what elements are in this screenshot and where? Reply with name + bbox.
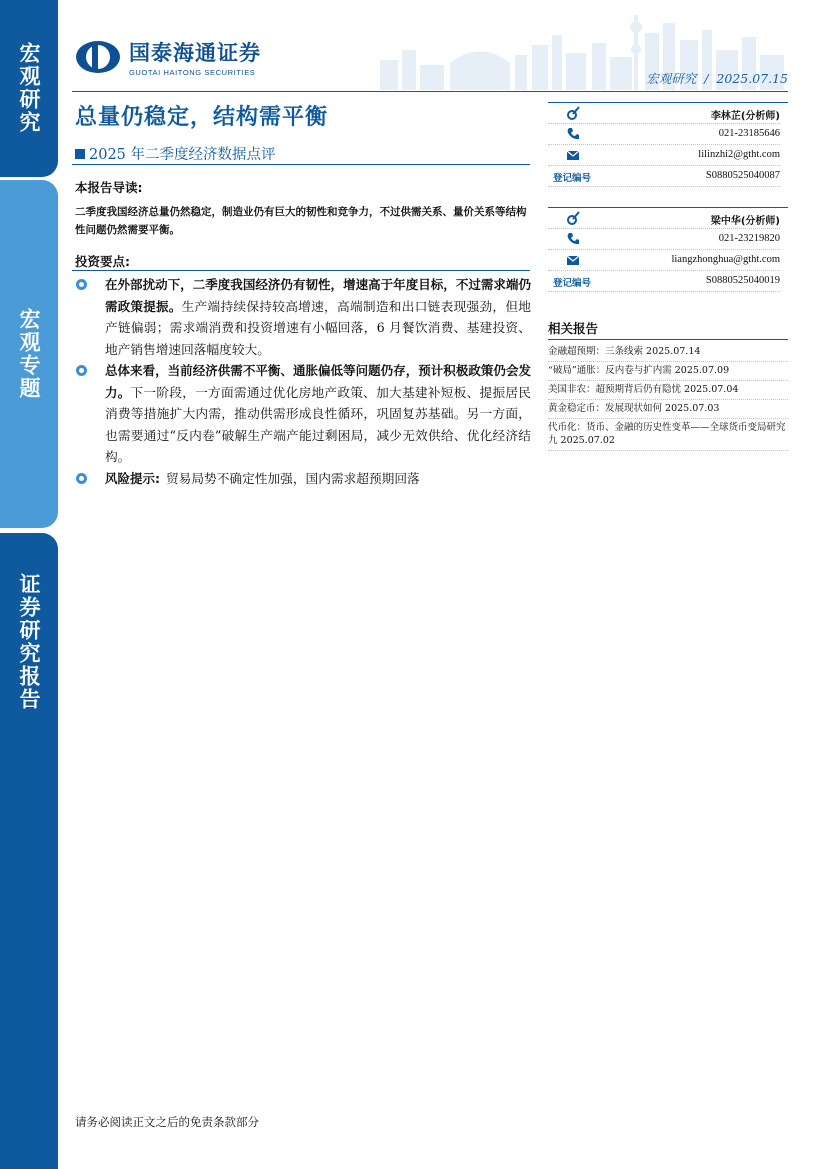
logo-mark-icon bbox=[75, 40, 121, 74]
person-pen-icon bbox=[566, 106, 580, 120]
logo-chinese-name: 国泰海通证券 bbox=[129, 41, 261, 65]
analyst-registration-row bbox=[548, 166, 780, 187]
analyst-email[interactable]: liangzhonghua@gtht.com bbox=[671, 254, 780, 265]
guide-text: 二季度我国经济总量仍然稳定，制造业仍有巨大的韧性和竞争力，不过供需关系、量价关系等结构性问题仍然需要平衡。 bbox=[75, 206, 527, 236]
point-body: 生产端持续保持较高增速，高端制造和出口链表现强劲，但地产链偏弱；需求端消费和投资增速有小幅回落，6 月餐饮消费、基建投资、地产销售增速回落幅度较大。 bbox=[105, 298, 531, 357]
related-report-link[interactable]: 美国非农：超预期背后仍有隐忧 2025.07.04 bbox=[548, 381, 788, 400]
disclaimer-footer: 请务必阅读正文之后的免责条款部分 bbox=[75, 1115, 259, 1129]
report-category: 宏观研究 bbox=[646, 71, 697, 86]
related-reports-divider bbox=[548, 339, 788, 340]
point-body: 贸易局势不确定性加强，国内需求超预期回落 bbox=[166, 470, 420, 486]
related-report-link[interactable]: 黄金稳定币：发展现状如何 2025.07.03 bbox=[548, 400, 788, 419]
points-divider bbox=[72, 270, 530, 271]
header-divider bbox=[72, 91, 788, 92]
circle-bullet-icon bbox=[76, 365, 87, 376]
guide-heading: 本报告导读: bbox=[75, 180, 143, 195]
registration-label: 登记编号 bbox=[553, 278, 592, 289]
report-date: 2025.07.15 bbox=[716, 71, 788, 86]
related-reports-list bbox=[548, 343, 788, 451]
points-heading: 投资要点: bbox=[75, 254, 130, 269]
side-tab-macro-research bbox=[0, 0, 58, 177]
list-item bbox=[75, 274, 531, 360]
analyst-card bbox=[548, 208, 780, 292]
subtitle-divider bbox=[72, 164, 530, 165]
company-logo bbox=[75, 37, 261, 77]
analyst-email[interactable]: lilinzhi2@gtht.com bbox=[698, 149, 780, 160]
registration-label: 登记编号 bbox=[553, 173, 592, 184]
subtitle-text: 2025 年二季度经济数据点评 bbox=[89, 147, 276, 163]
side-tab-label: 证券研究报告 bbox=[17, 573, 41, 711]
side-tab-label: 宏观研究 bbox=[17, 42, 41, 134]
report-subtitle bbox=[75, 143, 276, 164]
analyst-name-row bbox=[548, 208, 780, 229]
analyst-name: 梁中华(分析师) bbox=[710, 216, 780, 227]
related-report-link[interactable]: 代币化：货币、金融的历史性变革——全球货币变局研究九 2025.07.02 bbox=[548, 419, 788, 451]
analyst-phone-row bbox=[548, 229, 780, 250]
side-tab-label: 宏观专题 bbox=[17, 308, 41, 400]
square-bullet-icon bbox=[75, 149, 85, 159]
phone-icon bbox=[566, 232, 580, 246]
report-title: 总量仍稳定，结构需平衡 bbox=[75, 105, 329, 130]
related-reports-heading: 相关报告 bbox=[548, 321, 599, 336]
phone-icon bbox=[566, 127, 580, 141]
person-pen-icon bbox=[566, 211, 580, 225]
analyst-phone-row bbox=[548, 124, 780, 145]
related-report-link[interactable]: 金融超预期：三条线索 2025.07.14 bbox=[548, 343, 788, 362]
analyst-email-row bbox=[548, 145, 780, 166]
side-tab-macro-topic bbox=[0, 180, 58, 528]
point-lead: 总体来看，当前经济供需不平衡、通胀偏低等问题仍存，预计积极政策仍会发力。 bbox=[105, 363, 531, 400]
logo-english-name: GUOTAI HAITONG SECURITIES bbox=[129, 68, 256, 77]
analyst-email-row bbox=[548, 250, 780, 271]
related-report-link[interactable]: “破局”通胀：反内卷与扩内需 2025.07.09 bbox=[548, 362, 788, 381]
analyst-name: 李林芷(分析师) bbox=[710, 111, 780, 122]
header-meta bbox=[646, 69, 788, 87]
analyst-phone: 021-23185646 bbox=[718, 128, 780, 139]
point-lead: 风险提示: bbox=[105, 470, 160, 486]
point-body: 下一阶段，一方面需通过优化房地产政策、加大基建补短板、提振居民消费等措施扩大内需，推动供需形成良性循环，巩固复苏基础。另一方面，也需要通过“反内卷”破解生产端产能过剩困局，减少无效供给、优化经济结构。 bbox=[105, 384, 531, 464]
list-item bbox=[75, 360, 531, 468]
circle-bullet-icon bbox=[76, 473, 87, 484]
side-tab-securities-report bbox=[0, 533, 58, 1169]
mail-icon bbox=[566, 148, 580, 162]
registration-number: S0880525040087 bbox=[705, 170, 780, 181]
analyst-card bbox=[548, 103, 780, 187]
list-item bbox=[75, 468, 531, 490]
analyst-name-row bbox=[548, 103, 780, 124]
analyst-registration-row bbox=[548, 271, 780, 292]
analyst-phone: 021-23219820 bbox=[718, 233, 780, 244]
circle-bullet-icon bbox=[76, 279, 87, 290]
point-lead: 在外部扰动下，二季度我国经济仍有韧性，增速高于年度目标，不过需求端仍需政策提振。 bbox=[105, 277, 531, 314]
header-separator: / bbox=[704, 71, 709, 86]
mail-icon bbox=[566, 253, 580, 267]
investment-points bbox=[75, 274, 531, 489]
registration-number: S0880525040019 bbox=[705, 275, 780, 286]
